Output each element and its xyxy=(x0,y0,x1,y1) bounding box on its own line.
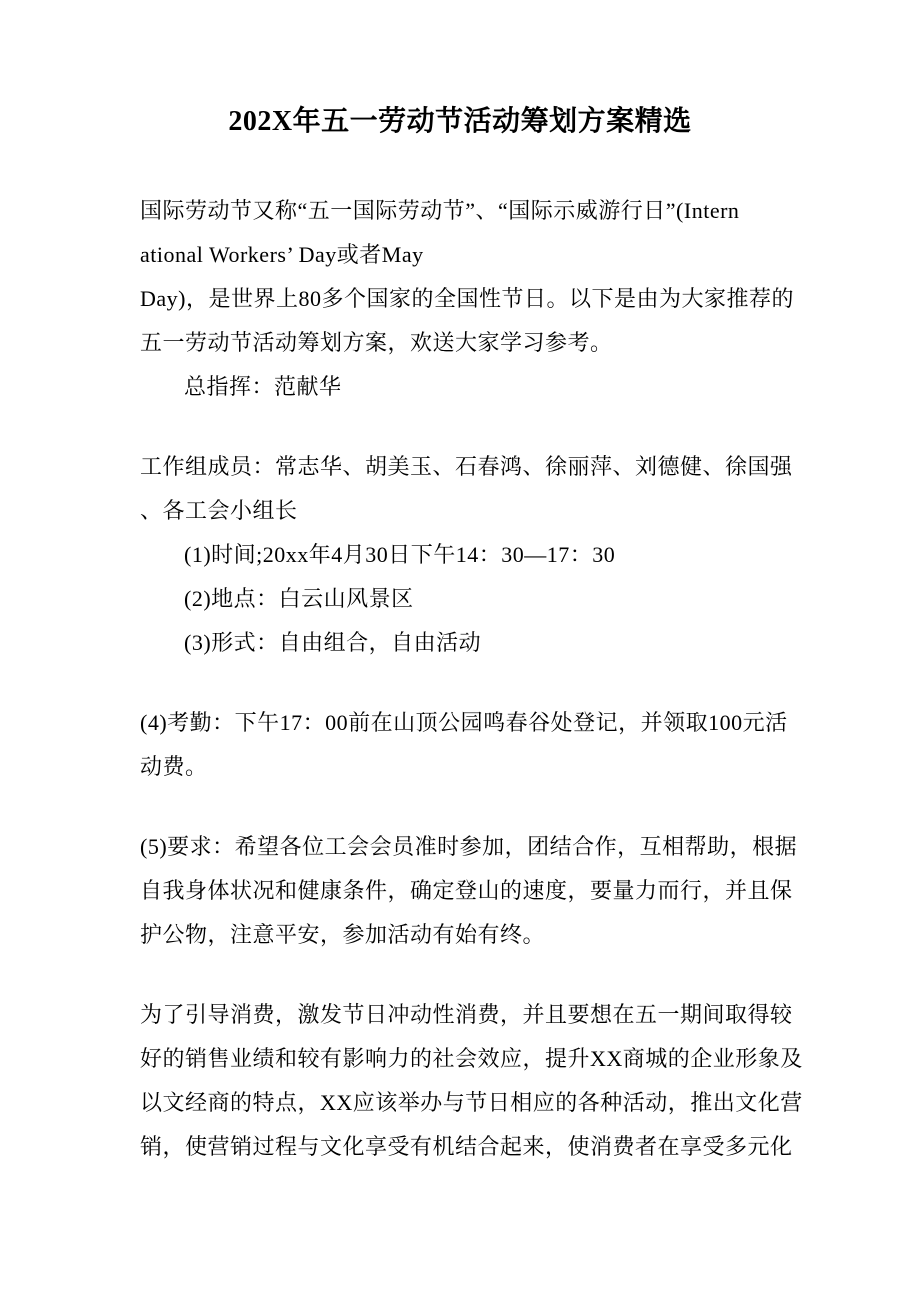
text-line: 动费。 xyxy=(140,754,208,779)
text-line: 工作组成员：常志华、胡美玉、石春鸿、徐丽萍、刘德健、徐国强 xyxy=(140,454,793,479)
text-line: 、各工会小组长 xyxy=(140,498,298,523)
text-line-item-attendance: (4)考勤：下午17：00前在山顶公园鸣春谷处登记，并领取100元活 xyxy=(140,710,788,735)
text-line: 国际劳动节又称“五一国际劳动节”、“国际示威游行日”(Intern xyxy=(140,198,740,223)
text-line: 好的销售业绩和较有影响力的社会效应，提升XX商城的企业形象及 xyxy=(140,1046,803,1071)
text-line-item-location: (2)地点：白云山风景区 xyxy=(184,586,414,611)
text-line: 五一劳动节活动筹划方案，欢送大家学习参考。 xyxy=(140,330,613,355)
document-title: 202X年五一劳动节活动筹划方案精选 xyxy=(228,106,692,137)
text-line: Day)，是世界上80多个国家的全国性节日。以下是由为大家推荐的 xyxy=(140,286,794,311)
paragraph-work-group xyxy=(140,445,793,665)
text-line: 销，使营销过程与文化享受有机结合起来，使消费者在享受多元化 xyxy=(140,1134,793,1159)
text-line: 自我身体状况和健康条件，确定登山的速度，要量力而行，并且保 xyxy=(140,878,793,903)
text-line-item-time: (1)时间;20xx年4月30日下午14：30—17：30 xyxy=(184,542,616,567)
text-line-item-requirements: (5)要求：希望各位工会会员准时参加，团结合作，互相帮助，根据 xyxy=(140,834,798,859)
paragraph-intro xyxy=(140,189,794,409)
paragraph-requirements xyxy=(140,825,798,957)
text-line-chief-commander: 总指挥：范献华 xyxy=(184,374,342,399)
text-line: 为了引导消费，激发节日冲动性消费，并且要想在五一期间取得较 xyxy=(140,1002,793,1027)
text-line-item-format: (3)形式：自由组合，自由活动 xyxy=(184,630,482,655)
paragraph-marketing xyxy=(140,993,803,1169)
text-line: 护公物，注意平安，参加活动有始有终。 xyxy=(140,922,546,947)
paragraph-attendance xyxy=(140,701,788,789)
text-line: ational Workers’ Day或者May xyxy=(140,242,424,267)
text-line: 以文经商的特点，XX应该举办与节日相应的各种活动，推出文化营 xyxy=(140,1090,803,1115)
